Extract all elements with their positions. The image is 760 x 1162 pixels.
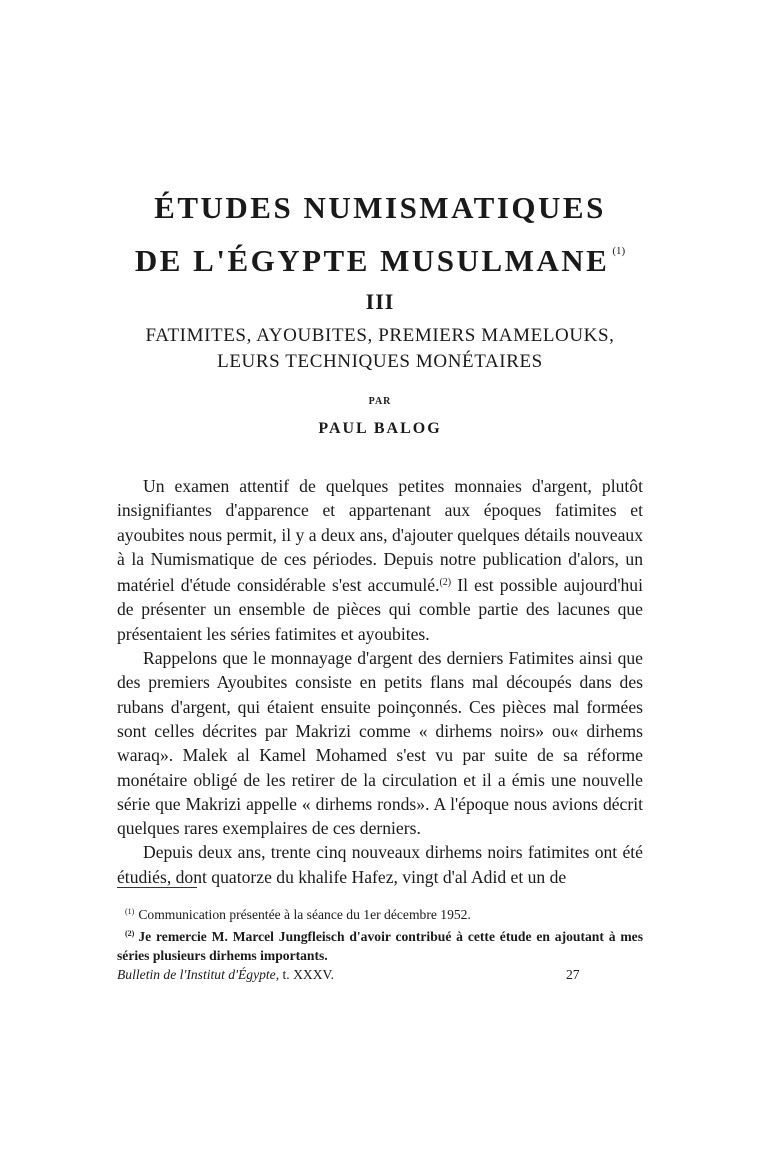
- subtitle-line-1: FATIMITES, AYOUBITES, PREMIERS MAMELOUKS,: [145, 325, 615, 346]
- journal-volume: , t. XXXV.: [275, 967, 335, 982]
- footnotes: [117, 902, 643, 965]
- page-number: 27: [566, 967, 580, 982]
- title-footnote-ref: (1): [612, 245, 626, 257]
- paragraph-1-text-b: Il est possible aujourd'hui de présenter un ensemble de pièces qui comble partie des lacunes que présentaient les séries fatimites et ayoubites.: [117, 575, 643, 644]
- paragraph-3: Depuis deux ans, trente cinq nouveaux dirhems noirs fatimites ont été étudiés, dont quatorze du khalife Hafez, vingt d'al Adid et un de: [117, 842, 643, 887]
- footnote-1-text: Communication présentée à la séance du 1er décembre 1952.: [138, 907, 471, 922]
- title-line-2-text: DE L'ÉGYPTE MUSULMANE: [134, 243, 610, 278]
- footnote-1-number: (1): [125, 907, 135, 916]
- by-label: PAR: [368, 396, 392, 407]
- footnote-ref-2: (2): [439, 577, 452, 589]
- article-title-line-2: [0, 231, 760, 281]
- footnote-1: [117, 902, 643, 924]
- paragraph-1: [117, 474, 643, 646]
- part-numeral: III: [365, 289, 395, 314]
- footnote-divider: [117, 887, 197, 888]
- author-name: PAUL BALOG: [318, 420, 442, 437]
- paragraph-2: Rappelons que le monnayage d'argent des derniers Fatimites ainsi que des premiers Ayoubites consiste en petits flans mal découpés dans des rubans d'argent, qui étaient ensuite poinçonnés. Ces pièces mal formées sont celles décrites par Makrizi comme « dirhems noirs» ou« dirhems waraq». Malek al Kamel Mohamed s'est vu par suite de sa réforme monétaire obligé de les retirer de la circulation et il a émis une nouvelle série que Makrizi appelle « dirhems ronds». A l'époque nous avions décrit quelques rares exemplaires de ces derniers.: [117, 648, 643, 839]
- article-body: [117, 474, 643, 889]
- footnote-2-number: (2): [125, 929, 135, 938]
- journal-name: Bulletin de l'Institut d'Égypte: [117, 967, 276, 982]
- article-title-line-1: ÉTUDES NUMISMATIQUES: [154, 190, 606, 225]
- footnote-2: [117, 924, 643, 965]
- paragraph-1-text-a: Un examen attentif de quelques petites monnaies d'argent, plutôt insignifiantes d'apparence et appartenant aux époques fatimites et ayoubites nous permit, il y a deux ans, d'ajouter quelques détails nouveaux à la Numismatique de ces périodes. Depuis notre publication d'alors, un matériel d'étude considérable s'est accumulé.: [117, 476, 643, 596]
- running-footer: [117, 965, 583, 984]
- subtitle-line-2: LEURS TECHNIQUES MONÉTAIRES: [217, 351, 543, 372]
- footnote-2-text: Je remercie M. Marcel Jungfleisch d'avoir contribué à cette étude en ajoutant à mes séries plusieurs dirhems importants.: [117, 929, 643, 963]
